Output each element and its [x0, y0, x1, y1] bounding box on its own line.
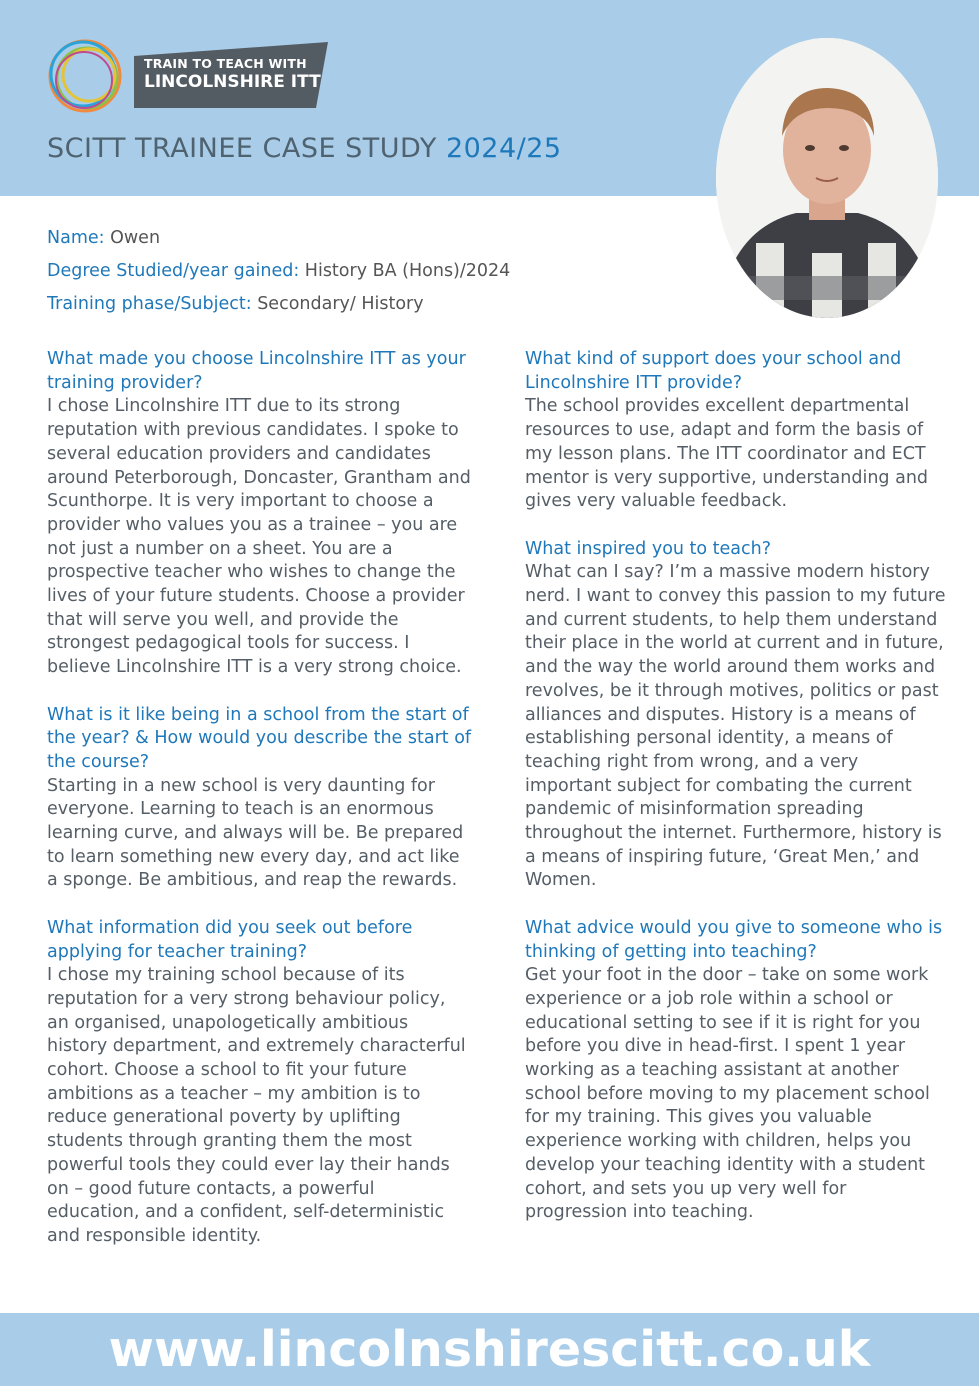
degree-row	[47, 255, 510, 288]
logo-text	[144, 58, 321, 91]
trainee-portrait-image	[716, 38, 938, 318]
logo-line-1: TRAIN TO TEACH WITH	[144, 56, 307, 71]
name-row	[47, 222, 510, 255]
page-title	[47, 133, 562, 164]
question-heading: What inspired you to teach?	[525, 538, 772, 559]
degree-label: Degree Studied/year gained:	[47, 261, 300, 281]
question-heading: What is it like being in a school from the start of the year? & How would you describe the start of the course?	[47, 704, 472, 772]
answer-text: I chose Lincolnshire ITT due to its strong reputation with previous candidates. I spoke to several education providers and candidates around Peterborough, Doncaster, Grantham and Scunthorpe. It is very important to choose a provider who values you as a trainee – you are not just a number on a sheet. You are a prospective teacher who wishes to change the lives of your future students. Choose a provider that will serve you well, and provide the strongest pedagogical tools for success. I believe Lincolnshire ITT is a very strong choice.	[47, 396, 471, 678]
answer-text: The school provides excellent departmental resources to use, adapt and form the basis of my lesson plans. The ITT coordinator and ECT mentor is very supportive, understanding and gives very valuable feedback.	[525, 396, 929, 512]
logo-line-2: LINCOLNSHIRE ITT	[144, 71, 321, 92]
question-heading: What advice would you give to someone who is thinking of getting into teaching?	[525, 917, 943, 962]
phase-label: Training phase/Subject:	[47, 294, 252, 314]
answer-text: Get your foot in the door – take on some work experience or a job role within a school or educational setting to see if it is right for you before you dive in head-first. I spent 1 year working as a teaching assistant at another school before moving to my placement school for my training. This gives you valuable experience working with children, helps you develop your teaching identity with a student cohort, and sets you up very well for progression into teaching.	[525, 965, 930, 1223]
question-heading: What information did you seek out before applying for teacher training?	[47, 917, 413, 962]
phase-row	[47, 288, 510, 321]
title-year: 2024/25	[445, 133, 562, 164]
name-value: Owen	[104, 228, 161, 248]
left-column	[47, 348, 472, 1272]
name-label: Name:	[47, 228, 105, 248]
question-heading: What made you choose Lincolnshire ITT as your training provider?	[47, 349, 466, 393]
footer-band	[0, 1313, 979, 1386]
trainee-details	[47, 222, 510, 321]
answer-text: Starting in a new school is very daunting for everyone. Learning to teach is an enormous learning curve, and always will be. Be prepared to learn something new every day, and act like a sponge. Be ambitious, and reap the rewards.	[47, 775, 464, 891]
title-main: SCITT TRAINEE CASE STUDY	[47, 133, 446, 164]
trainee-photo	[716, 38, 938, 318]
right-column	[525, 348, 950, 1249]
answer-text: I chose my training school because of its reputation for a very strong behaviour policy, an organised, unapologetically ambitious history department, and extremely characterful cohort. Choose a school to fit your future ambitions as a teacher – my ambition is to reduce generational poverty by uplifting students through granting them the most powerful tools they could ever lay their hands on – good future contacts, a powerful education, and a confident, self-deterministic and responsible identity.	[47, 965, 466, 1246]
degree-value: History BA (Hons)/2024	[299, 261, 511, 281]
phase-value: Secondary/ History	[251, 294, 424, 314]
answer-text: What can I say? I’m a massive modern history nerd. I want to convey this passion to my future and current students, to help them understand their place in the world at current and in future, and the way the world around them works and revolves, be it through motives, politics or past alliances and disputes. History is a means of establishing personal identity, a means of teaching right from wrong, and a very important subject for combating the current pandemic of misinformation spreading throughout the internet. Furthermore, history is a means of inspiring future, ‘Great Men,’ and Women.	[525, 562, 946, 891]
website-link[interactable]: www.lincolnshirescitt.co.uk	[108, 1321, 871, 1378]
question-heading: What kind of support does your school and Lincolnshire ITT provide?	[525, 349, 902, 393]
